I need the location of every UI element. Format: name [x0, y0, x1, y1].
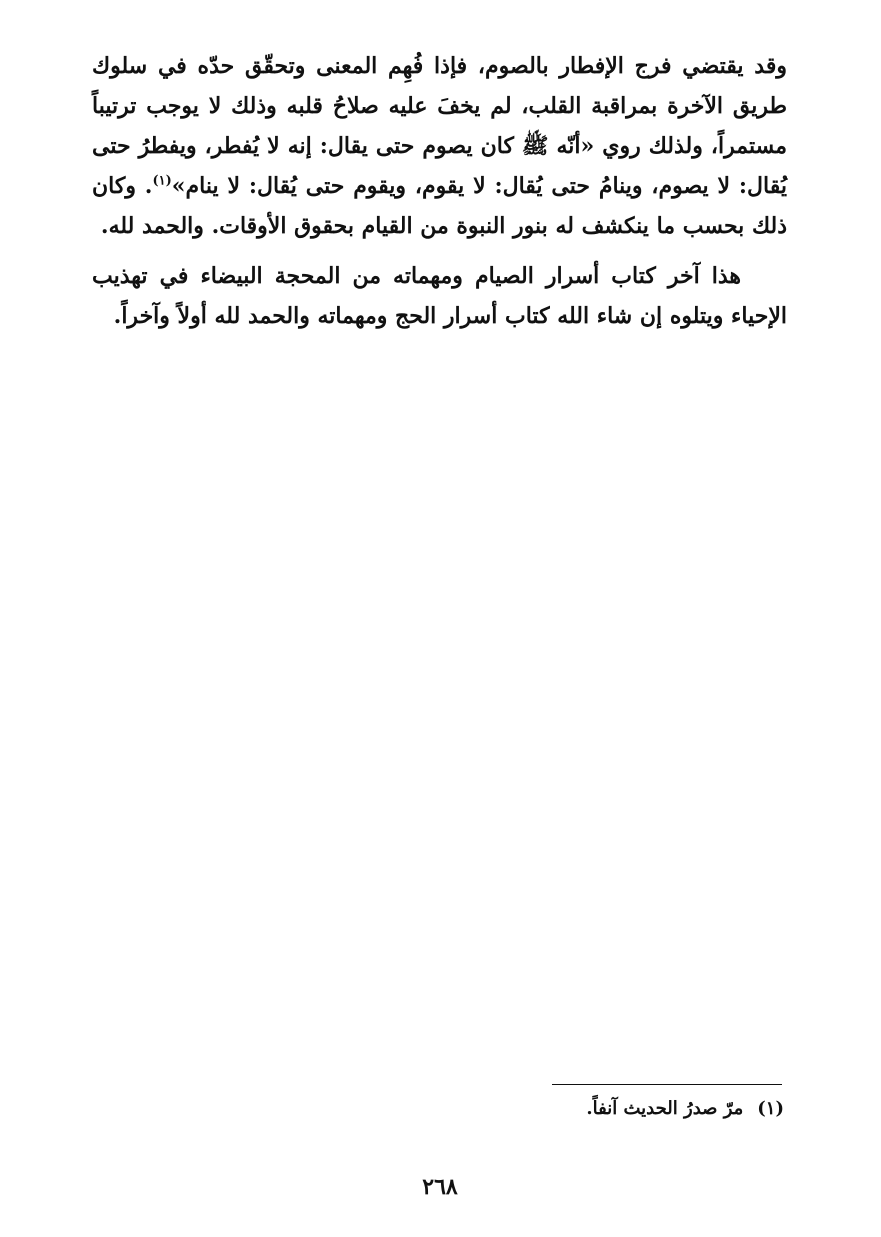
main-text-block — [92, 46, 787, 336]
footnote-text: مرّ صدرُ الحديث آنفاً. — [586, 1098, 744, 1119]
footnote-number: (١) — [757, 1098, 784, 1119]
footnote-reference: (١) — [152, 173, 172, 189]
paragraph-1 — [92, 46, 787, 246]
page-number: ٢٦٨ — [422, 1174, 458, 1200]
footnote — [300, 1094, 784, 1124]
footnote-separator — [552, 1084, 782, 1085]
paragraph-2 — [92, 256, 787, 336]
paragraph-1-text: وقد يقتضي فرج الإفطار بالصوم، فإذا فُهِم المعنى وتحقّق حدّه في سلوك طريق الآخرة بمراقبة القلب، لم يخفَ عليه صلاحُ قلبه وذلك لا يوجب ترتيباً مستمراً، ولذلك روي «أنّه ﷺ كان يصوم حتى يقال: إنه لا يُفطر، ويفطرُ حتى يُقال: لا يصوم، وينامُ حتى يُقال: لا يقوم، ويقوم حتى يُقال: لا ينام» — [92, 53, 787, 199]
paragraph-2-text: هذا آخر كتاب أسرار الصيام ومهماته من المحجة البيضاء في تهذيب الإحياء ويتلوه إن شاء الله كتاب أسرار الحج ومهماته والحمد لله أولاً وآخراً. — [92, 263, 787, 329]
paragraph-1-text-after: . وكان ذلك بحسب ما ينكشف له بنور النبوة من القيام بحقوق الأوقات. والحمد لله. — [92, 173, 787, 239]
